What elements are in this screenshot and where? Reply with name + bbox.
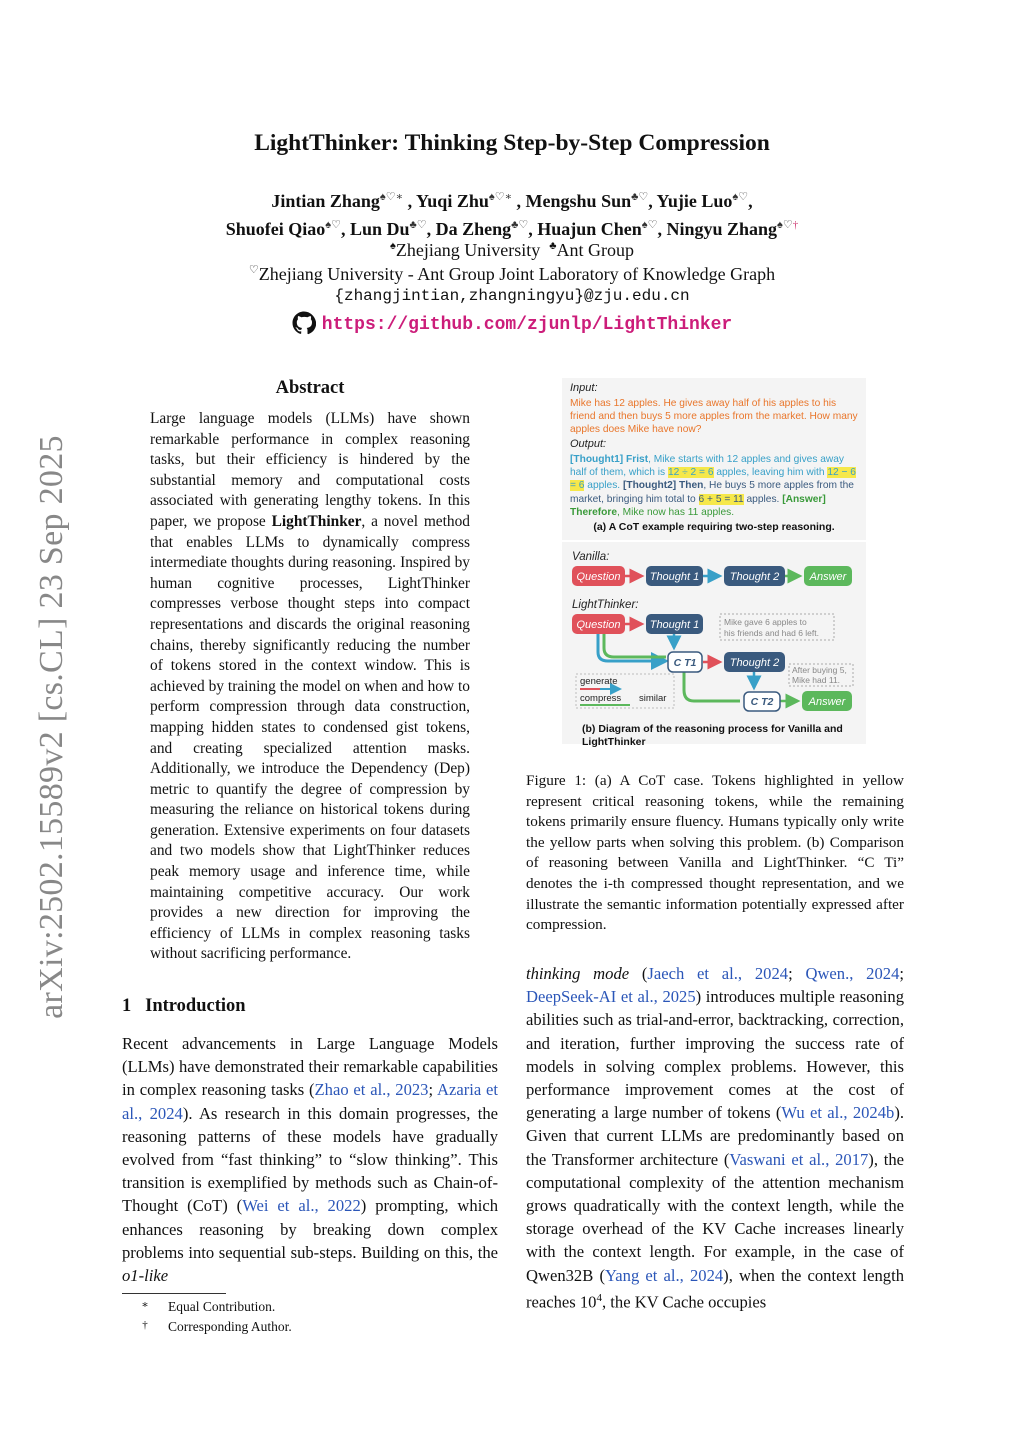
spade-mark: ♠: [389, 240, 396, 252]
citation-link[interactable]: DeepSeek-AI et al., 2025: [526, 987, 696, 1007]
abstract-text: , a novel method that enables LLMs to dynamically compress intermediate thoughts during reasoning. Inspired by human cognitive processes, LightThinker compresses verbose thought steps into compact representations and discards the original reasoning chains, thereby significantly reducing the number of tokens stored in the context window. This is achieved by training the model on when and how to perform compression through data construction, mapping hidden states to condensed gist tokens, and creating specialized attention masks. Additionally, we introduce the Dependency (Dep) metric to quantify the degree of compression by measuring the reliance on historical tokens during generation. Extensive experiments on four datasets and two models show that LightThinker reduces peak memory usage and inference time, while maintaining competitive accuracy. Our work provides a new direction for improving the efficiency of LLMs in complex reasoning tasks without sacrificing performance.: [150, 512, 470, 963]
vanilla-label: Vanilla:: [572, 551, 610, 563]
authors-line-2: Shuofei Qiao♠♡, Lun Du♣♡, Da Zheng♣♡, Huajun Chen♠♡, Ningyu Zhang♠♡†: [225, 219, 799, 239]
author-name: Huajun Chen: [537, 219, 642, 239]
section-heading: [122, 996, 246, 1017]
node-ct2-label: C T2: [750, 696, 774, 708]
method-name: LightThinker: [271, 512, 362, 530]
author-name: Mengshu Sun: [525, 191, 632, 211]
figure-divider: [562, 540, 866, 542]
subcaption-b: (b) Diagram of the reasoning process for Vanilla and LightThinker: [582, 723, 843, 748]
step-word: Therefore: [570, 506, 617, 518]
author-marks: ♣♡: [631, 191, 649, 203]
footnote-mark: †: [142, 1319, 148, 1331]
paper-title: LightThinker: Thinking Step-by-Step Compression: [254, 130, 770, 156]
node-ct1-label: C T1: [673, 657, 697, 669]
node-answer-label: Answer: [808, 696, 846, 708]
footnote-text: Corresponding Author.: [168, 1319, 292, 1334]
output-span: apples.: [743, 493, 783, 505]
body-text: ). Given that current LLMs are predominantly based on the Transformer architecture (: [526, 1103, 904, 1169]
author-name: Da Zheng: [435, 219, 512, 239]
citation-link[interactable]: Qwen., 2024: [805, 964, 900, 983]
node-question-label: Question: [576, 571, 621, 583]
node-thought-1-label: Thought 1: [649, 619, 700, 631]
authors-line-1: Jintian Zhang♠♡∗ , Yuqi Zhu♠♡∗ , Mengshu Sun♣♡, Yujie Luo♠♡,: [271, 191, 753, 211]
body-text: ;: [428, 1080, 437, 1100]
node-thought-2-label: Thought 2: [729, 657, 780, 669]
author-marks: ♠♡∗: [379, 191, 404, 203]
legend-compress: compress: [580, 693, 622, 704]
author-marks: ♠♡: [732, 191, 749, 203]
highlight-token: 12 ÷ 2 = 6: [667, 467, 714, 479]
path-context: [604, 632, 666, 657]
author-name: Ningyu Zhang: [666, 219, 778, 239]
github-link[interactable]: https://github.com/zjunlp/LightThinker: [321, 315, 733, 335]
author-name: Lun Du: [349, 219, 410, 239]
output-span: , He buys 5 more apples from the market, bringing him total to: [570, 480, 854, 505]
step-word: Frist: [626, 454, 649, 465]
citation-link[interactable]: Azaria et al., 2024: [122, 1080, 499, 1123]
step-word: Then: [679, 480, 704, 492]
legend-similar: similar: [639, 693, 667, 704]
affiliation-ant: Ant Group: [556, 240, 635, 260]
affiliation-line-2: [0, 258, 1024, 286]
author-marks: ♠♡: [325, 219, 341, 231]
author-name: Jintian Zhang: [271, 191, 380, 211]
author-marks: ♣♡: [409, 219, 427, 231]
output-text: [570, 453, 860, 519]
node-thought-2-label: Thought 2: [729, 571, 780, 583]
output-span: , Mike starts with 12 apples and gives away half of them, which is: [570, 454, 845, 479]
author-name: Yuqi Zhu: [415, 191, 489, 211]
body-text: ), when the context length reaches 10: [526, 1265, 904, 1312]
citation-link[interactable]: Vaswani et al., 2017: [729, 1149, 869, 1169]
citation-link[interactable]: Wu et al., 2024b: [781, 1103, 895, 1123]
authors: [140, 185, 884, 241]
output-label: Output:: [570, 438, 607, 450]
body-text-italic: o1-like: [122, 1266, 169, 1286]
input-text: Mike has 12 apples. He gives away half of his apples to his friend and then buys 5 more apples from the market. How many apples does Mike have now?: [570, 398, 858, 436]
footnote: [122, 1316, 498, 1336]
note-1-line-2: his friends and had 6 left.: [724, 628, 819, 638]
github-line: [0, 311, 1024, 341]
reasoning-diagram: [562, 544, 866, 724]
body-text: ) prompting, which enhances reasoning by breaking down complex problems into sequential sub-steps. Building on this, the: [122, 1196, 498, 1262]
path-context: [684, 672, 740, 701]
figure-1: [562, 378, 866, 748]
footnote-text: Equal Contribution.: [168, 1299, 276, 1314]
citation-link[interactable]: Wei et al., 2022: [242, 1196, 361, 1216]
abstract-text: Large language models (LLMs) have shown remarkable performance in complex reasoning tasks, but their efficiency is hindered by the substantial memory and computational costs associated with generating lengthy tokens. In this paper, we propose: [150, 410, 470, 530]
author-marks-text: ♠♡: [777, 219, 793, 231]
node-answer-label: Answer: [809, 571, 847, 583]
answer-tag: [Answer]: [782, 493, 826, 505]
citation-link[interactable]: Zhao et al., 2023: [314, 1080, 429, 1100]
node-thought-1-label: Thought 1: [649, 571, 700, 583]
body-text: , the KV Cache occupies: [601, 1292, 767, 1312]
github-icon: [292, 311, 316, 341]
author-name: Yujie Luo: [656, 191, 733, 211]
club-mark: ♣: [549, 240, 557, 252]
subcaption-a: (a) A CoT example requiring two-step reasoning.: [593, 521, 835, 533]
figure-caption: Figure 1: (a) A CoT case. Tokens highlighted in yellow represent critical reasoning tokens, while the remaining tokens primarily ensure fluency. Humans typically only write the yellow parts when solving this problem. (b) Comparison of reasoning between Vanilla and LightThinker. “C Ti” denotes the i-th compressed thought representation, and we illustrate the semantic information potentially expressed after compression.: [526, 772, 904, 934]
body-text: ), the computational complexity of the attention mechanism grows quadratically with the context length, while the storage overhead of the KV Cache increases linearly with the context length. For example, in the case of Qwen32B (: [526, 1149, 904, 1285]
author-marks: ♣♡: [511, 219, 529, 231]
section-number: 1: [122, 996, 132, 1016]
highlight-token: 12 − 6 = 6: [570, 467, 856, 492]
author-marks: ♠♡: [641, 219, 658, 231]
abstract-body: [150, 409, 470, 965]
note-1-line-1: Mike gave 6 apples to: [724, 617, 807, 627]
author-marks: ♠♡∗: [488, 191, 513, 203]
body-text: (: [629, 964, 648, 983]
author-marks: [777, 219, 798, 231]
legend-generate: generate: [580, 676, 618, 687]
affiliation-zju: Zhejiang University: [395, 240, 541, 260]
affiliation-joint: Zhejiang University - Ant Group Joint Laboratory of Knowledge Graph: [258, 264, 776, 284]
thought-tag: [Thought1]: [570, 454, 624, 465]
citation-link[interactable]: Yang et al., 2024: [604, 1265, 724, 1285]
intro-paragraph-left: [122, 1032, 498, 1287]
output-span: apples, leaving him with: [713, 467, 828, 479]
exponent: 4: [596, 1291, 602, 1304]
body-text: ;: [899, 964, 904, 983]
body-text: ;: [788, 964, 806, 983]
output-span: , Mike now has 11 apples.: [617, 506, 735, 518]
footnote-mark: ∗: [141, 1299, 149, 1311]
footnote: [122, 1296, 498, 1316]
body-text: ) introduces multiple reasoning abilities such as trial-and-error, backtracking, correction, and iteration, further improving the success rate of models in solving complex problems. However, this performance improvement comes at the cost of generating a large number of tokens (: [526, 987, 904, 1123]
note-2-line-1: After buying 5,: [792, 665, 847, 675]
note-2-line-2: Mike had 11.: [792, 675, 841, 685]
footnote-rule: [122, 1293, 226, 1294]
heart-mark: ♡: [248, 264, 259, 276]
input-label: Input:: [570, 382, 598, 394]
email: {zhangjintian,zhangningyu}@zju.edu.cn: [334, 287, 690, 305]
arxiv-side-label: arXiv:2502.15589v2 [cs.CL] 23 Sep 2025: [33, 435, 70, 1019]
node-question-label: Question: [576, 619, 621, 631]
body-text: Recent advancements in Large Language Models (LLMs) have demonstrated their remarkable capabilities in complex reasoning tasks (: [122, 1034, 498, 1100]
lightthinker-label: LightThinker:: [572, 599, 639, 611]
author-name: Shuofei Qiao: [225, 219, 326, 239]
corresponding-dagger: †: [792, 219, 799, 231]
abstract-heading: Abstract: [275, 378, 345, 398]
body-text-italic: thinking mode: [526, 964, 630, 983]
thought-tag: [Thought2]: [622, 480, 677, 492]
footnotes: [122, 1296, 498, 1336]
citation-link[interactable]: Jaech et al., 2024: [647, 964, 789, 983]
body-text: ). As research in this domain progresses, the reasoning patterns of these models have gradually evolved from “fast thinking” to “slow thinking”. This transition is exemplified by methods such as Chain-of-Thought (CoT) (: [122, 1103, 498, 1216]
highlight-token: 6 + 5 = 11: [698, 493, 744, 505]
section-title: Introduction: [145, 996, 246, 1016]
output-span: apples.: [584, 480, 623, 492]
intro-paragraph-right: [526, 962, 904, 1314]
